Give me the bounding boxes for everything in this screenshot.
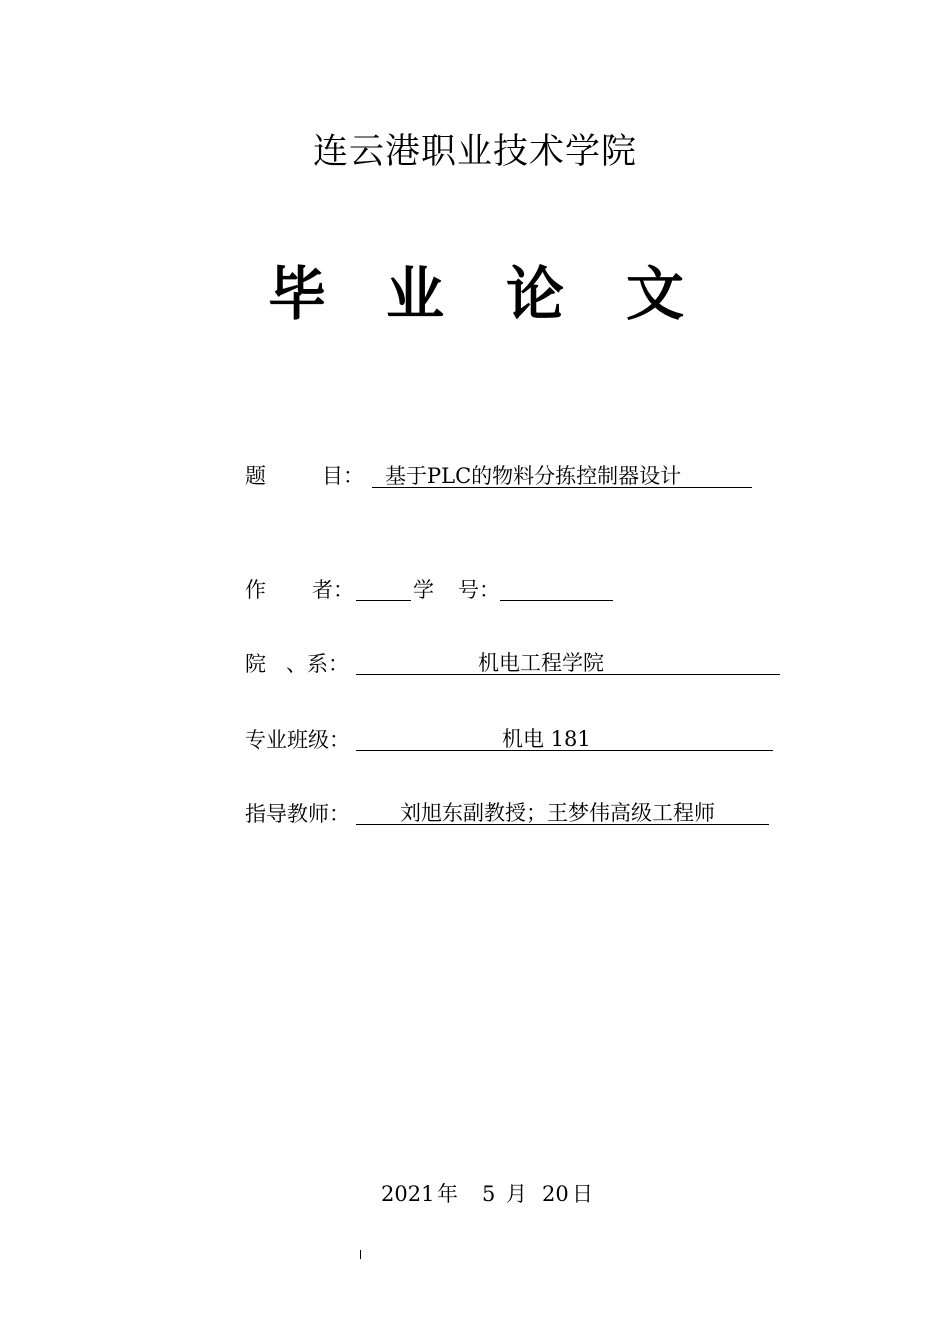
college-name: 连云港职业技术学院 bbox=[312, 132, 637, 172]
class-field bbox=[356, 723, 773, 751]
title-label-a: 题 bbox=[245, 464, 266, 488]
date-year: 2021 bbox=[381, 1182, 435, 1206]
thesis-char-4: 文 bbox=[626, 260, 685, 328]
department-value: 机电工程学院 bbox=[478, 651, 604, 675]
author-label-b: 者： bbox=[312, 578, 354, 602]
title-label-b: 目： bbox=[322, 464, 364, 488]
page-mark bbox=[360, 1250, 361, 1259]
department-label-a: 院 bbox=[245, 652, 266, 676]
department-field bbox=[356, 647, 780, 675]
student-id-label-a: 学 bbox=[413, 578, 434, 602]
thesis-char-1: 毕 bbox=[268, 260, 327, 328]
student-id-field bbox=[500, 573, 613, 601]
date-year-unit: 年 bbox=[437, 1182, 458, 1206]
thesis-char-3: 论 bbox=[506, 260, 565, 328]
title-value: 基于PLC的物料分拣控制器设计 bbox=[385, 464, 682, 488]
date-day-unit: 日 bbox=[572, 1182, 593, 1206]
date-month-unit: 月 bbox=[506, 1182, 527, 1206]
author-label-a: 作 bbox=[245, 578, 266, 602]
author-field bbox=[356, 573, 411, 601]
advisor-label: 指导教师： bbox=[245, 802, 350, 826]
advisor-value: 刘旭东副教授；王梦伟高级工程师 bbox=[400, 801, 715, 825]
class-label: 专业班级： bbox=[245, 728, 350, 752]
department-label-b: 、系： bbox=[286, 652, 349, 676]
class-value: 机电 181 bbox=[502, 727, 591, 751]
advisor-field bbox=[356, 797, 769, 825]
student-id-label-b: 号： bbox=[458, 578, 500, 602]
date-day: 20 bbox=[542, 1182, 569, 1206]
thesis-char-2: 业 bbox=[386, 260, 445, 328]
title-field bbox=[372, 460, 752, 488]
date-month: 5 bbox=[482, 1182, 496, 1206]
